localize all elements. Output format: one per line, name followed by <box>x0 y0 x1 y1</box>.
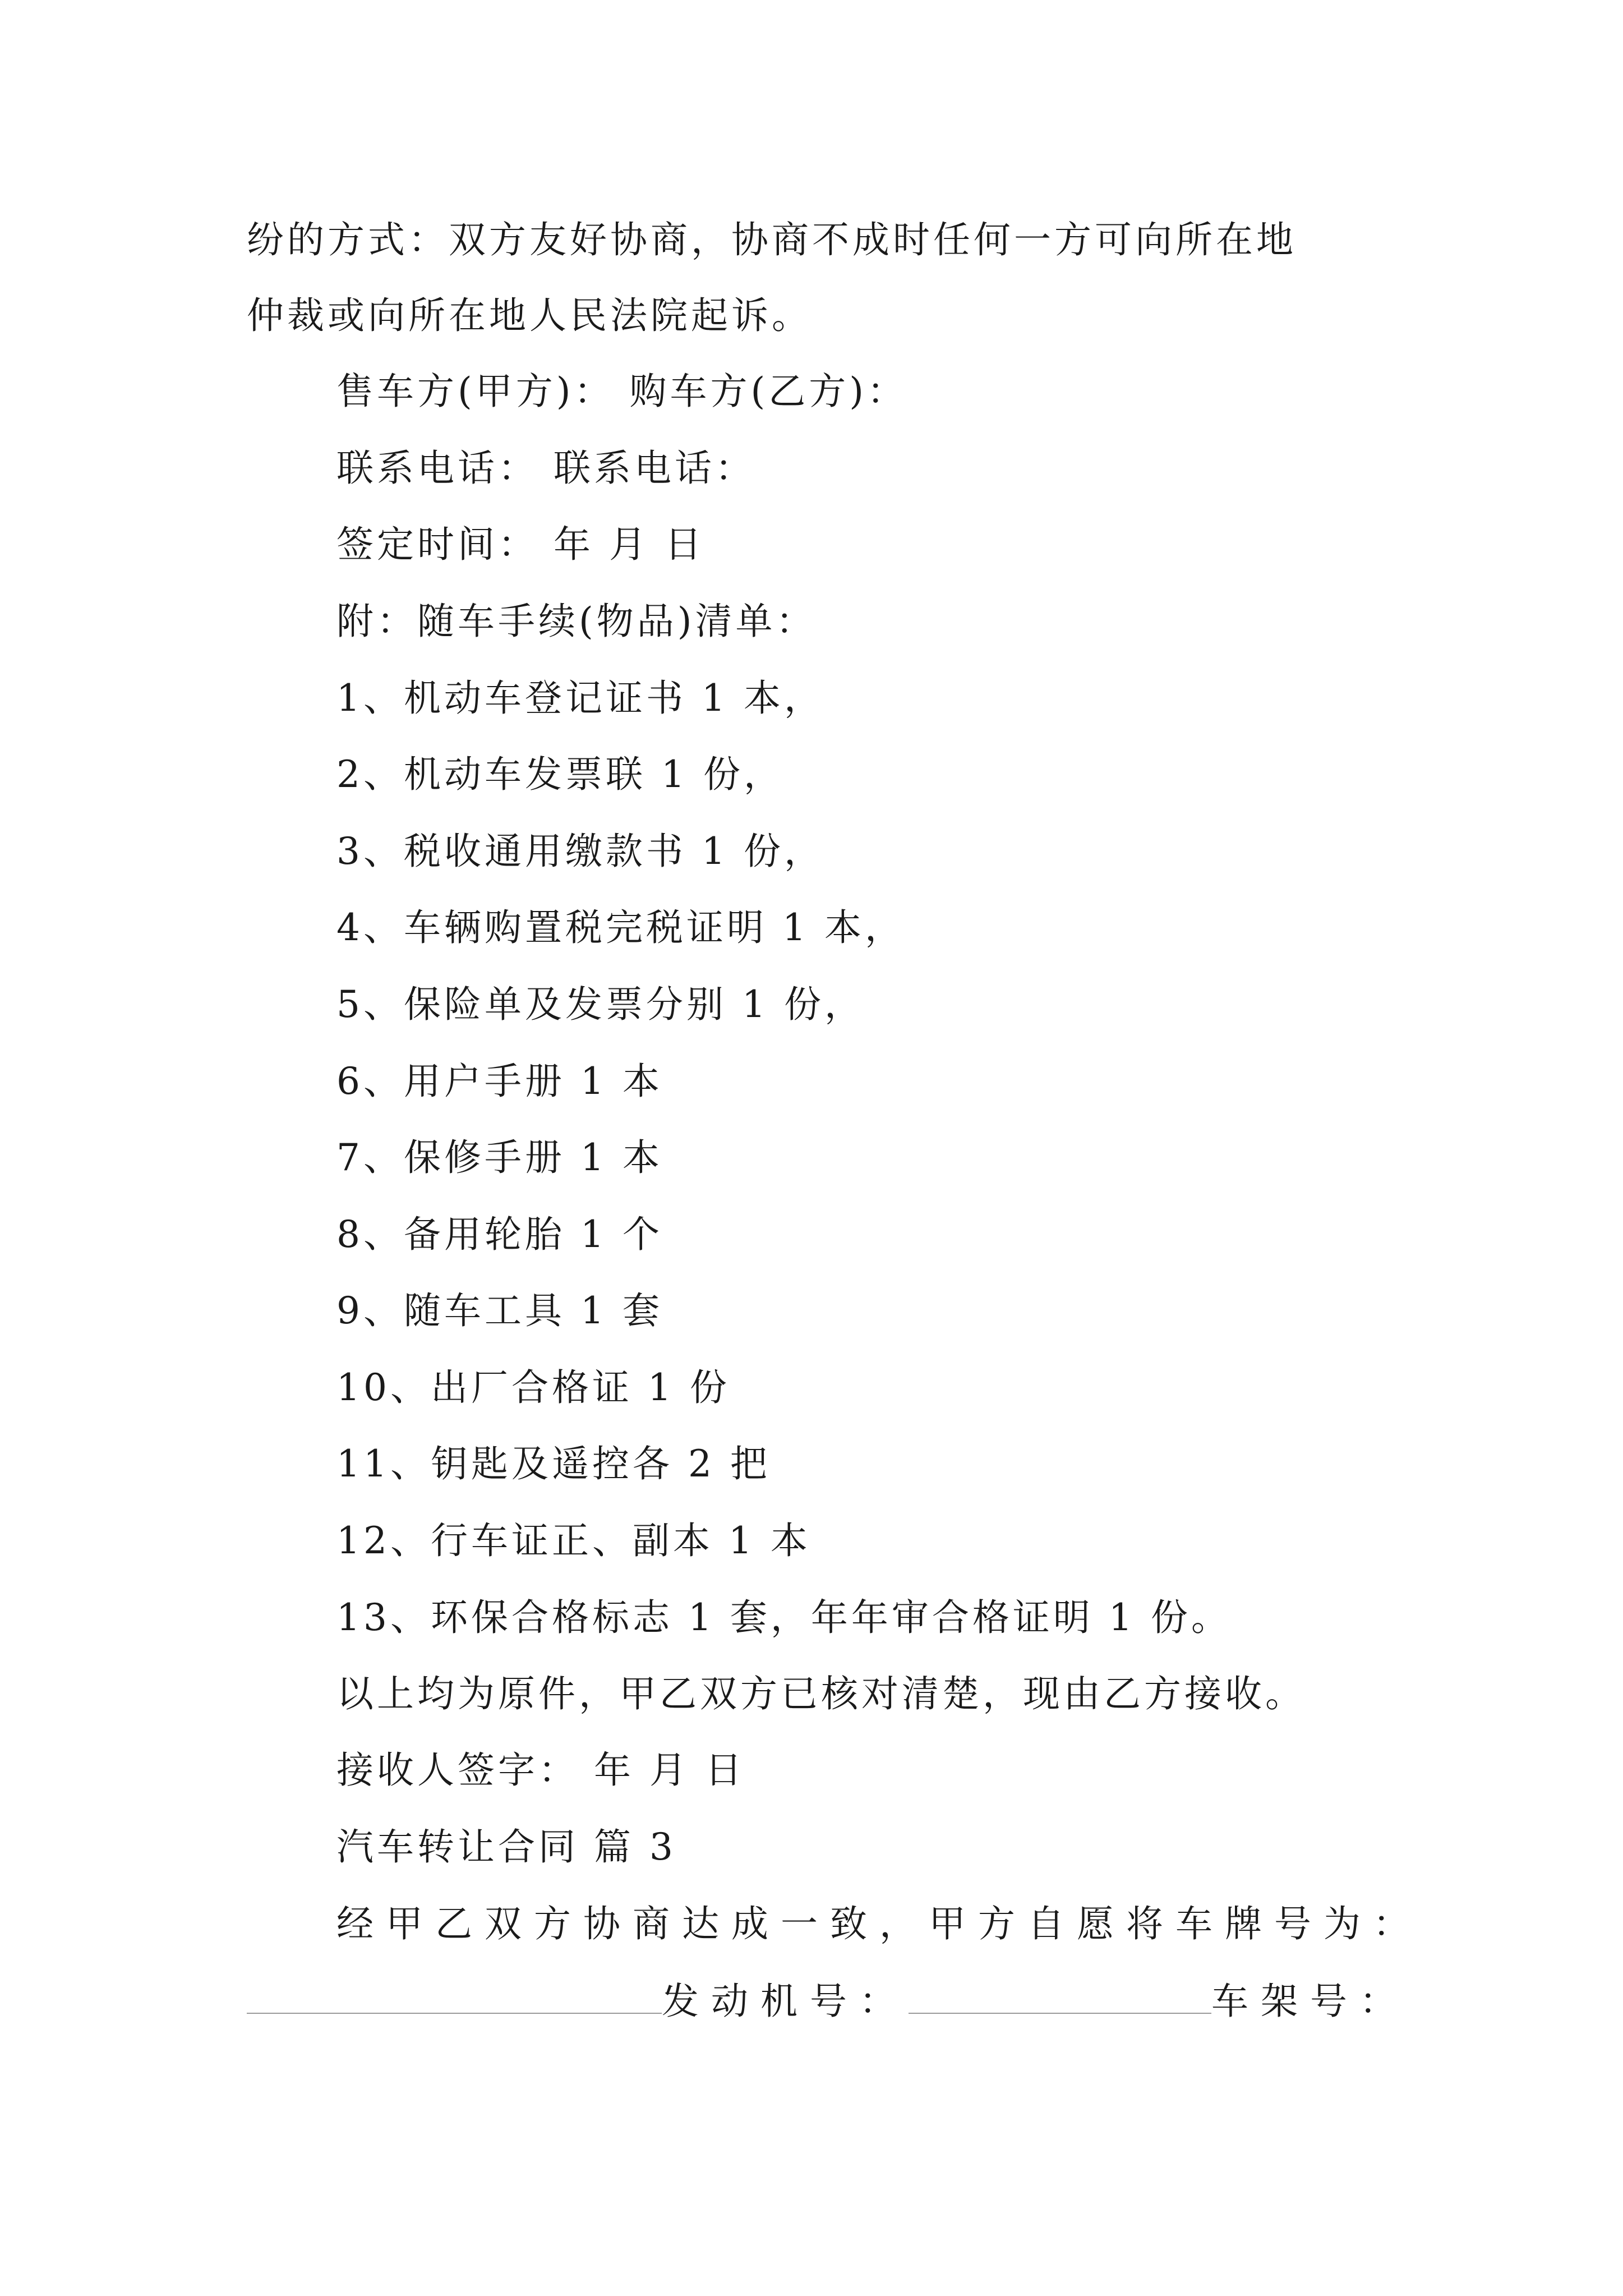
list-item: 1、机动车登记证书 1 本， <box>336 677 824 720</box>
list-item: 10、出厂合格证 1 份 <box>336 1366 730 1409</box>
frame-number-label: 车架号： <box>1211 1980 1409 2023</box>
list-item: 13、环保合格标志 1 套，年年审合格证明 1 份。 <box>336 1596 1232 1639</box>
list-item: 12、行车证正、副本 1 本 <box>336 1519 811 1562</box>
list-item: 3、税收通用缴款书 1 份， <box>336 830 824 873</box>
confirmation-line: 以上均为原件，甲乙双方已核对清楚，现由乙方接收。 <box>336 1672 1306 1715</box>
vehicle-fields-line <box>247 1978 1409 2024</box>
paragraph-line-2: 仲裁或向所在地人民法院起诉。 <box>247 294 812 337</box>
receiver-sign-line: 接收人签字： 年 月 日 <box>336 1749 745 1792</box>
section-heading: 汽车转让合同 篇 3 <box>336 1825 676 1869</box>
engine-number-blank[interactable] <box>909 1978 1211 2014</box>
list-item: 11、钥匙及遥控各 2 把 <box>336 1442 771 1485</box>
section-intro-line: 经甲乙双方协商达成一致，甲方自愿将车牌号为： <box>336 1902 1422 1945</box>
list-item: 5、保险单及发票分别 1 份， <box>336 983 865 1026</box>
list-item: 7、保修手册 1 本 <box>336 1136 663 1179</box>
paragraph-line-1: 纷的方式：双方友好协商，协商不成时任何一方可向所在地 <box>247 218 1297 261</box>
parties-line: 售车方(甲方)： 购车方(乙方)： <box>336 370 907 413</box>
phones-line: 联系电话： 联系电话： <box>336 447 755 490</box>
list-item: 6、用户手册 1 本 <box>336 1060 663 1103</box>
plate-number-blank[interactable] <box>247 1978 662 2014</box>
list-item: 4、车辆购置税完税证明 1 本， <box>336 906 905 949</box>
list-item: 8、备用轮胎 1 个 <box>336 1213 663 1256</box>
engine-number-label: 发动机号： <box>662 1980 909 2023</box>
list-item: 9、随车工具 1 套 <box>336 1289 663 1332</box>
list-item: 2、机动车发票联 1 份， <box>336 753 784 796</box>
attachment-title: 附：随车手续(物品)清单： <box>336 600 817 643</box>
sign-date-line: 签定时间： 年 月 日 <box>336 523 705 566</box>
